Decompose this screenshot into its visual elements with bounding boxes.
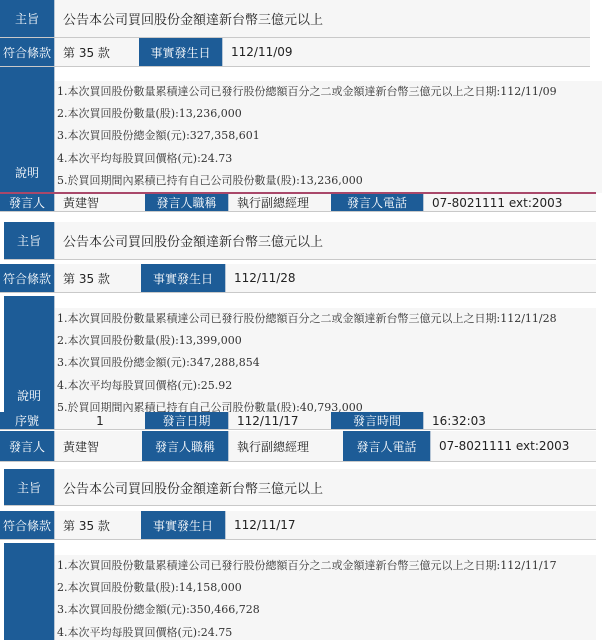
description-line: 3.本次買回股份總金額(元):327,358,601 bbox=[57, 129, 260, 143]
description-lines bbox=[55, 555, 596, 640]
subject-label: 主旨 bbox=[4, 222, 55, 259]
speaker-title-label: 發言人職稱 bbox=[142, 431, 229, 461]
clause-label: 符合條款 bbox=[0, 511, 55, 539]
subject-row bbox=[0, 0, 590, 38]
speaker-phone-value: 07-8021111 ext:2003 bbox=[424, 194, 596, 211]
clause-value: 第 35 款 bbox=[55, 264, 141, 292]
description-line: 2.本次買回股份數量(股):13,399,000 bbox=[57, 334, 242, 348]
description-lines bbox=[55, 81, 602, 193]
fact-date-label: 事實發生日 bbox=[139, 38, 223, 66]
description-line: 1.本次買回股份數量累積達公司已發行股份總額百分之二或金額達新台幣三億元以上之日期:112/11/09 bbox=[57, 85, 557, 98]
speaker-label: 發言人 bbox=[0, 194, 55, 211]
subject-value: 公告本公司買回股份金額達新台幣三億元以上 bbox=[55, 469, 596, 505]
clause-label: 符合條款 bbox=[0, 38, 55, 66]
seq-label: 序號 bbox=[0, 412, 55, 429]
subject-row bbox=[4, 469, 596, 506]
subject-value: 公告本公司買回股份金額達新台幣三億元以上 bbox=[55, 222, 596, 259]
clause-row bbox=[0, 511, 596, 540]
announcement-panel-2 bbox=[0, 194, 602, 412]
seq-row bbox=[0, 412, 596, 430]
speaker-title-value: 執行副總經理 bbox=[229, 194, 331, 211]
description-lines bbox=[55, 308, 596, 412]
fact-date-value: 112/11/17 bbox=[226, 511, 596, 539]
speaker-phone-label: 發言人電話 bbox=[343, 431, 431, 461]
speak-date-label: 發言日期 bbox=[145, 412, 229, 429]
speaker-title-label: 發言人職稱 bbox=[145, 194, 229, 211]
announcement-panel-1 bbox=[0, 0, 602, 193]
speaker-label: 發言人 bbox=[0, 431, 55, 461]
description-line: 1.本次買回股份數量累積達公司已發行股份總額百分之二或金額達新台幣三億元以上之日期:112/11/28 bbox=[57, 312, 557, 325]
subject-label: 主旨 bbox=[0, 0, 55, 37]
description-label bbox=[4, 543, 55, 640]
fact-date-value: 112/11/28 bbox=[226, 264, 596, 292]
description-line: 2.本次買回股份數量(股):14,158,000 bbox=[57, 581, 242, 595]
description-label bbox=[0, 67, 55, 193]
description-line: 1.本次買回股份數量累積達公司已發行股份總額百分之二或金額達新台幣三億元以上之日期:112/11/17 bbox=[57, 559, 557, 572]
description-label bbox=[4, 296, 55, 412]
speak-time-label: 發言時間 bbox=[331, 412, 424, 429]
fact-date-value: 112/11/09 bbox=[223, 38, 590, 66]
description-line: 3.本次買回股份總金額(元):350,466,728 bbox=[57, 603, 260, 617]
description-line: 5.於買回期間內累積已持有自己公司股份數量(股):40,793,000 bbox=[57, 400, 363, 412]
clause-row bbox=[0, 38, 590, 67]
clause-value: 第 35 款 bbox=[55, 511, 141, 539]
announcement-panel-3 bbox=[0, 412, 602, 640]
speaker-value: 黃建智 bbox=[55, 431, 142, 461]
description-line: 3.本次買回股份總金額(元):347,288,854 bbox=[57, 356, 260, 370]
description-label-text: 說明 bbox=[16, 389, 41, 403]
speaker-value: 黃建智 bbox=[55, 194, 145, 211]
description-line: 2.本次買回股份數量(股):13,236,000 bbox=[57, 107, 242, 121]
description-line: 4.本次平均每股買回價格(元):25.92 bbox=[57, 378, 233, 392]
description-line: 4.本次平均每股買回價格(元):24.75 bbox=[57, 625, 233, 639]
clause-value: 第 35 款 bbox=[55, 38, 139, 66]
speaker-title-value: 執行副總經理 bbox=[229, 431, 343, 461]
description-label-text: 說明 bbox=[14, 166, 39, 180]
subject-row bbox=[4, 222, 596, 260]
fact-date-label: 事實發生日 bbox=[141, 511, 226, 539]
speaker-row bbox=[0, 431, 596, 462]
speaker-row bbox=[0, 194, 596, 212]
subject-label: 主旨 bbox=[4, 469, 55, 505]
clause-label: 符合條款 bbox=[0, 264, 55, 292]
speaker-phone-label: 發言人電話 bbox=[331, 194, 424, 211]
speak-date-value: 112/11/17 bbox=[229, 412, 331, 429]
description-line: 5.於買回期間內累積已持有自己公司股份數量(股):13,236,000 bbox=[57, 173, 363, 187]
clause-row bbox=[0, 264, 596, 293]
description-line: 4.本次平均每股買回價格(元):24.73 bbox=[57, 151, 233, 165]
fact-date-label: 事實發生日 bbox=[141, 264, 226, 292]
speak-time-value: 16:32:03 bbox=[424, 412, 596, 429]
subject-value: 公告本公司買回股份金額達新台幣三億元以上 bbox=[55, 0, 590, 37]
seq-value: 1 bbox=[55, 412, 145, 429]
speaker-phone-value: 07-8021111 ext:2003 bbox=[431, 431, 596, 461]
